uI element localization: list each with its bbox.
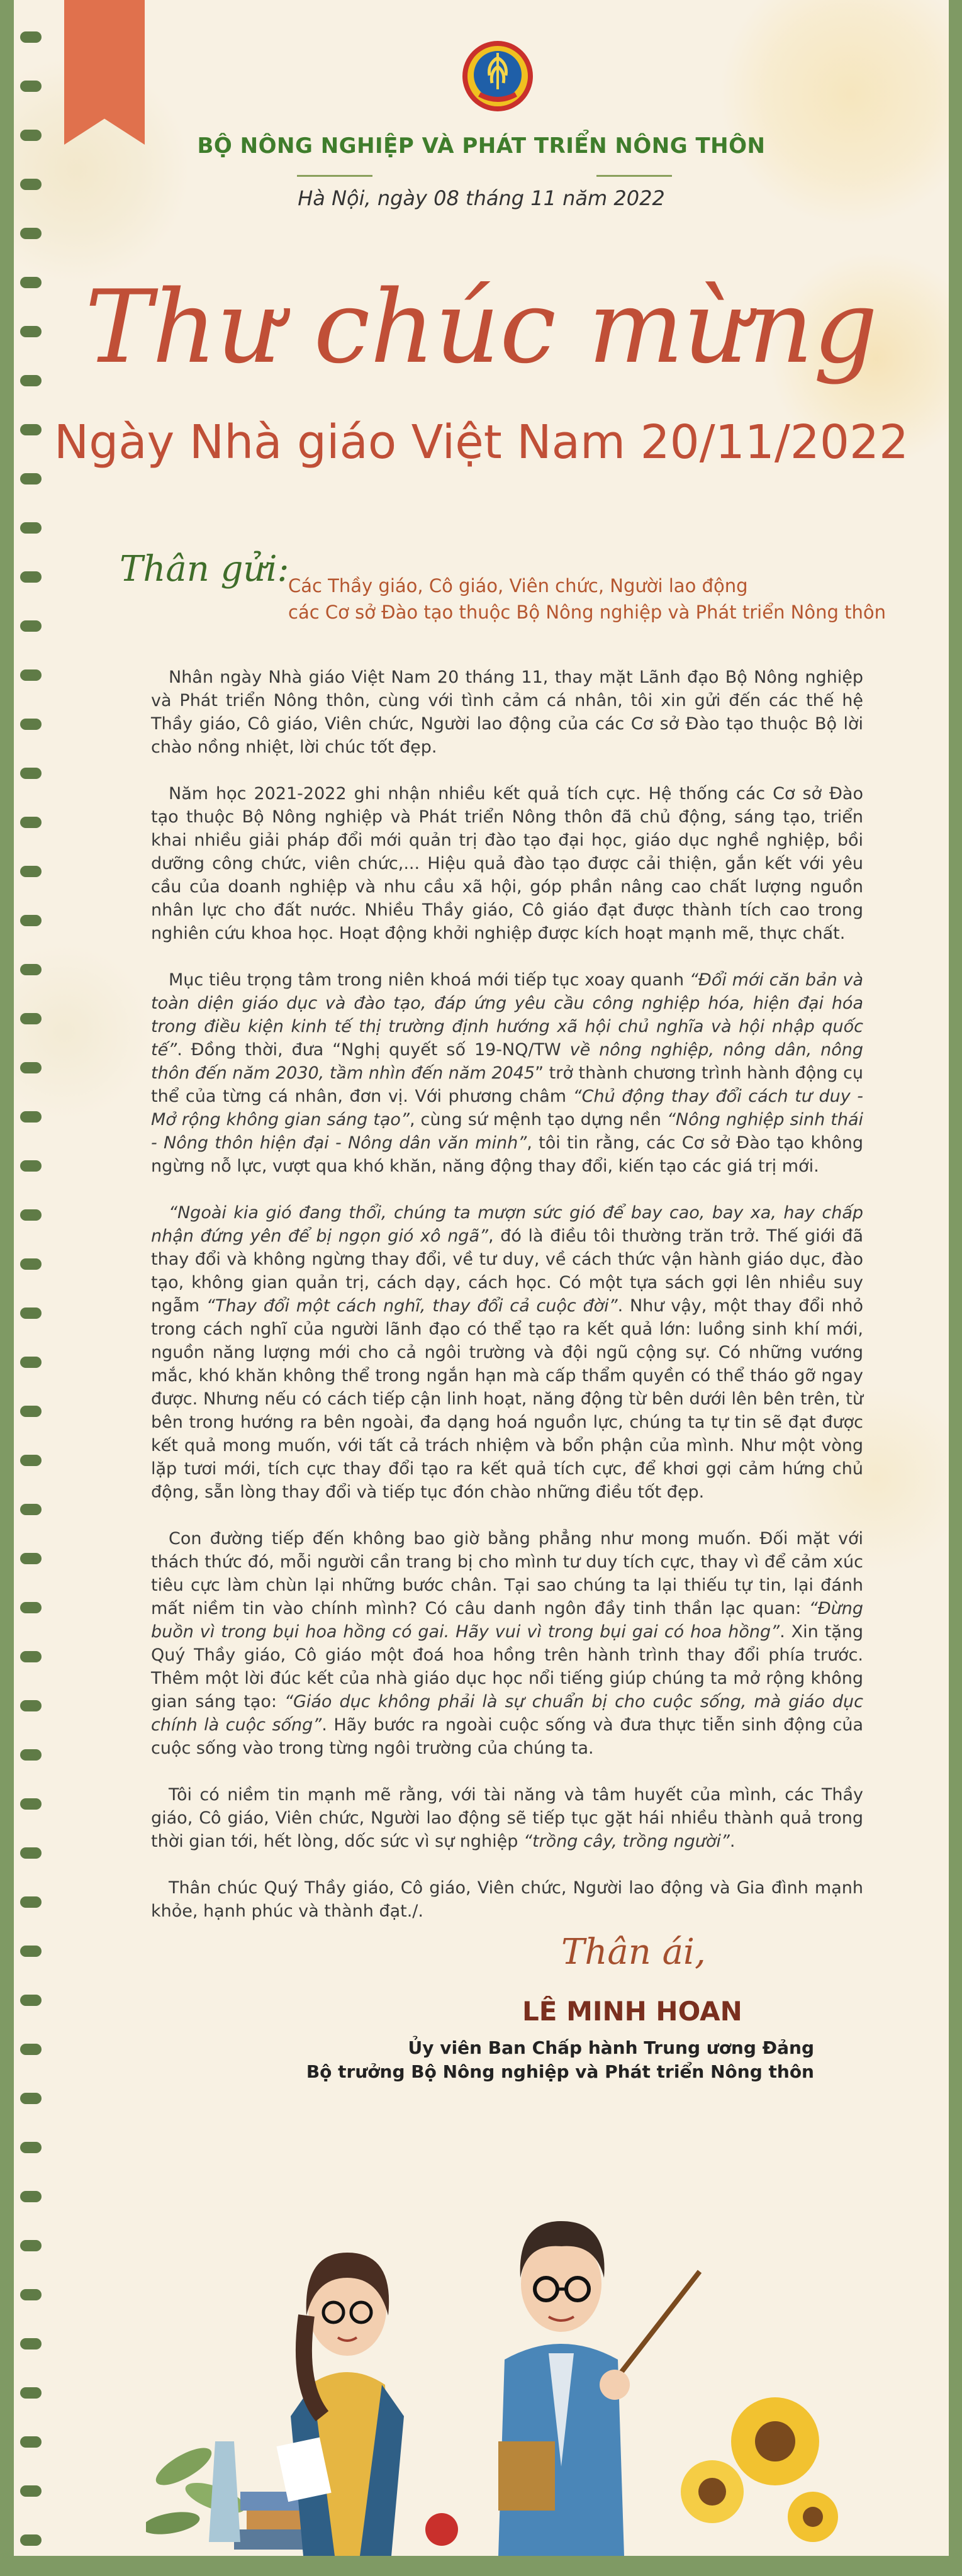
text: , đó là điều tôi thường trăn trở. Thế giới đã thay đổi và không ngừng thay đổi, về tư duy, về cách thức vận hành giáo dục, đào tạo, không gian quản trị, cách dạy, cách học. Có một tựa sách gợi lên nhiều suy ngẫm bbox=[151, 1226, 863, 1316]
binding-hole-icon bbox=[20, 2093, 42, 2104]
text: , tôi tin rằng, các Cơ sở Đào tạo không ngừng nỗ lực, vượt qua khó khăn, năng động thay đổi, kiến tạo các giá trị mới. bbox=[151, 1133, 863, 1176]
quote: “Ngoài kia gió đang thổi, chúng ta mượn sức gió để bay cao, bay xa, hay chấp nhận đứng yên để bị ngọn gió xô ngã” bbox=[151, 1203, 863, 1246]
closing: Thân ái, bbox=[561, 1932, 706, 1973]
letter-body bbox=[151, 666, 863, 1946]
binding-hole-icon bbox=[20, 620, 42, 632]
paragraph bbox=[151, 1527, 863, 1760]
quote: “Chủ động thay đổi cách tư duy - Mở rộng không gian sáng tạo” bbox=[151, 1087, 864, 1129]
binding-hole-icon bbox=[20, 1896, 42, 1908]
letter-subtitle: Ngày Nhà giáo Việt Nam 20/11/2022 bbox=[53, 415, 909, 469]
divider bbox=[297, 175, 372, 177]
binding-hole-icon bbox=[20, 1602, 42, 1613]
binding-hole-icon bbox=[20, 1455, 42, 1466]
letter-date: Hà Nội, ngày 08 tháng 11 năm 2022 bbox=[298, 186, 665, 210]
binding-hole-icon bbox=[20, 1258, 42, 1270]
ministry-emblem-icon bbox=[461, 39, 535, 113]
text: Con đường tiếp đến không bao giờ bằng phẳng như mong muốn. Đối mặt với thách thức đó, mỗi người cần trang bị cho mình tư duy tích cực, thay vì để cảm xúc tiêu cực làm chùn lại những bước chân. Tại sao chúng ta lại thiếu tự tin, lại đánh mất niềm tin vào chính mình? Có câu danh ngôn đầy tinh thần lạc quan: bbox=[151, 1529, 863, 1618]
binding-hole-icon bbox=[20, 31, 42, 43]
paragraph bbox=[151, 1201, 863, 1504]
binding-hole-icon bbox=[20, 1553, 42, 1564]
recipient-line: Các Thầy giáo, Cô giáo, Viên chức, Người lao động bbox=[288, 575, 748, 596]
binding-hole-icon bbox=[20, 2289, 42, 2300]
binding-hole-icon bbox=[20, 2338, 42, 2349]
signer-name: LÊ MINH HOAN bbox=[522, 1996, 742, 2027]
binding-hole-icon bbox=[20, 1651, 42, 1662]
binding-hole-icon bbox=[20, 2191, 42, 2202]
quote: “Thay đổi một cách nghĩ, thay đổi cả cuộc đời” bbox=[206, 1296, 618, 1316]
binding-hole-icon bbox=[20, 1406, 42, 1417]
binding-hole-icon bbox=[20, 1308, 42, 1319]
text: . Hãy bước ra ngoài cuộc sống và đưa thực tiễn sinh động của cuộc sống vào trong từng ngôi trường của chúng ta. bbox=[151, 1715, 863, 1758]
binding-hole-icon bbox=[20, 1062, 42, 1073]
text: . bbox=[729, 1832, 735, 1851]
paragraph: Thân chúc Quý Thầy giáo, Cô giáo, Viên chức, Người lao động và Gia đình mạnh khỏe, hạnh phúc và thành đạt./. bbox=[151, 1878, 863, 1921]
quote: về nông nghiệp, nông dân, nông thôn đến năm 2030, tầm nhìn đến năm 2045 bbox=[151, 1040, 863, 1083]
apple-icon bbox=[425, 2513, 458, 2546]
text: Tôi có niềm tin mạnh mẽ rằng, với tài năng và tâm huyết của mình, các Thầy giáo, Cô giáo, Viên chức, Người lao động sẽ tiếp tục gặt hái nhiều thành quả trong thời gian tới, hết lòng, dốc sức vì sự nghiệp bbox=[151, 1785, 863, 1851]
binding-hole-icon bbox=[20, 2142, 42, 2153]
paragraph: Năm học 2021-2022 ghi nhận nhiều kết quả tích cực. Hệ thống các Cơ sở Đào tạo thuộc Bộ Nông nghiệp và Phát triển Nông thôn đã chủ động, sáng tạo, triển khai nhiều giải pháp đổi mới quản trị đào tạo đại học, giáo dục nghề nghiệp, bồi dưỡng công chức, viên chức,... Hiệu quả đào tạo được cải thiện, gắn kết với yêu cầu của doanh nghiệp và nhu cầu xã hội, góp phần nâng cao chất lượng nguồn nhân lực cho đất nước. Nhiều Thầy giáo, Cô giáo đạt được thành tích cao trong nghiên cứu khoa học. Hoạt động khởi nghiệp được kích hoạt mạnh mẽ, thực chất. bbox=[151, 784, 863, 943]
binding-hole-icon bbox=[20, 915, 42, 926]
binding-hole-icon bbox=[20, 2485, 42, 2497]
text: ” trở thành chương trình hành động cụ thể của từng cá nhân, đơn vị. Với phương châm bbox=[151, 1063, 863, 1106]
ministry-name: BỘ NÔNG NGHIỆP VÀ PHÁT TRIỂN NÔNG THÔN bbox=[197, 133, 766, 159]
binding-hole-icon bbox=[20, 1504, 42, 1515]
paragraph: Nhân ngày Nhà giáo Việt Nam 20 tháng 11, thay mặt Lãnh đạo Bộ Nông nghiệp và Phát triển Nông thôn, cùng với tình cảm cá nhân, tôi xin gửi đến các thế hệ Thầy giáo, Cô giáo, Viên chức, Người lao động của các Cơ sở Đào tạo thuộc Bộ lời chào nồng nhiệt, lời chúc tốt đẹp. bbox=[151, 668, 863, 757]
signer-title: Bộ trưởng Bộ Nông nghiệp và Phát triển Nông thôn bbox=[306, 2061, 814, 2082]
quote: “trồng cây, trồng người” bbox=[523, 1832, 730, 1851]
binding-hole-icon bbox=[20, 768, 42, 779]
quote: “Nông nghiệp sinh thái - Nông thôn hiện đại - Nông dân văn minh” bbox=[151, 1110, 863, 1153]
binding-hole-icon bbox=[20, 1847, 42, 1859]
spiral-binding bbox=[14, 0, 52, 2556]
quote: “Đừng buồn vì trong bụi hoa hồng có gai. Hãy vui vì trong bụi gai có hoa hồng” bbox=[151, 1599, 863, 1642]
binding-hole-icon bbox=[20, 1946, 42, 1957]
text: . Xin tặng Quý Thầy giáo, Cô giáo một đoá hoa hồng trên hành trình thay đổi phía trước. Thêm một lời đúc kết của nhà giáo dục học nổi tiếng giúp chúng ta mở rộng không gian sáng tạo: bbox=[151, 1622, 863, 1711]
recipients bbox=[288, 573, 886, 625]
binding-hole-icon bbox=[20, 1798, 42, 1810]
paragraph bbox=[151, 968, 863, 1178]
binding-hole-icon bbox=[20, 1357, 42, 1368]
salutation-label: Thân gửi: bbox=[120, 549, 289, 590]
binding-hole-icon bbox=[20, 669, 42, 681]
binding-hole-icon bbox=[20, 866, 42, 877]
binding-hole-icon bbox=[20, 1209, 42, 1221]
binding-hole-icon bbox=[20, 1749, 42, 1761]
binding-hole-icon bbox=[20, 817, 42, 828]
teachers-illustration bbox=[146, 2089, 838, 2556]
male-teacher-figure bbox=[498, 2221, 700, 2556]
text: , cùng sứ mệnh tạo dựng nền bbox=[409, 1110, 667, 1129]
vase-icon bbox=[209, 2441, 240, 2542]
binding-hole-icon bbox=[20, 1013, 42, 1024]
binding-hole-icon bbox=[20, 719, 42, 730]
paragraph bbox=[151, 1783, 863, 1853]
binding-hole-icon bbox=[20, 2044, 42, 2055]
binding-hole-icon bbox=[20, 2240, 42, 2251]
text: Mục tiêu trọng tâm trong niên khoá mới tiếp tục xoay quanh bbox=[169, 970, 690, 990]
binding-hole-icon bbox=[20, 228, 42, 239]
binding-hole-icon bbox=[20, 2436, 42, 2448]
quote: “Giáo dục không phải là sự chuẩn bị cho cuộc sống, mà giáo dục chính là cuộc sống” bbox=[151, 1692, 864, 1735]
binding-hole-icon bbox=[20, 522, 42, 534]
binding-hole-icon bbox=[20, 964, 42, 975]
letter-title: Thư chúc mừng bbox=[84, 268, 878, 386]
binding-hole-icon bbox=[20, 1111, 42, 1123]
binding-hole-icon bbox=[20, 81, 42, 92]
binding-hole-icon bbox=[20, 2387, 42, 2399]
binding-hole-icon bbox=[20, 571, 42, 583]
quote: “Đổi mới căn bản và toàn diện giáo dục và đào tạo, đáp ứng yêu cầu công nghiệp hóa, hiện đại hóa trong điều kiện kinh tế thị trường định hướng xã hội chủ nghĩa và hội nhập quốc tế” bbox=[151, 970, 864, 1060]
binding-hole-icon bbox=[20, 1700, 42, 1711]
binding-hole-icon bbox=[20, 1160, 42, 1172]
binding-hole-icon bbox=[20, 473, 42, 484]
signer-title: Ủy viên Ban Chấp hành Trung ương Đảng bbox=[408, 2037, 814, 2058]
letter-paper bbox=[14, 0, 949, 2556]
text: . Đồng thời, đưa “Nghị quyết số 19-NQ/TW bbox=[177, 1040, 570, 1060]
binding-hole-icon bbox=[20, 2534, 42, 2546]
divider bbox=[596, 175, 672, 177]
sunflower-icon bbox=[681, 2397, 838, 2542]
binding-hole-icon bbox=[20, 1995, 42, 2006]
recipient-line: các Cơ sở Đào tạo thuộc Bộ Nông nghiệp và Phát triển Nông thôn bbox=[288, 602, 886, 623]
text: . Như vậy, một thay đổi nhỏ trong cách nghĩ của người lãnh đạo có thể tạo ra kết quả lớn: luồng sinh khí mới, nguồn năng lượng mới cho cả ngôi trường và đội ngũ cộng sự. Có những vướng mắc, khó khăn không thể trong ngắn hạn mà cấp thẩm quyền có thể tháo gỡ ngay được. Nhưng nếu có cách tiếp cận linh hoạt, năng động từ bên dưới lên bên trên, từ bên trong hướng ra bên ngoài, đa dạng hoá nguồn lực, chúng ta tự tin sẽ đạt được kết quả mong muốn, với tất cả trách nhiệm và bổn phận của mình. Như một vòng lặp tươi mới, tích cực thay đổi tạo ra kết quả tích cực, để khơi gợi cảm hứng chủ động, sẵn lòng thay đổi và tiếp tục đón chào những điều tốt đẹp. bbox=[151, 1296, 863, 1502]
